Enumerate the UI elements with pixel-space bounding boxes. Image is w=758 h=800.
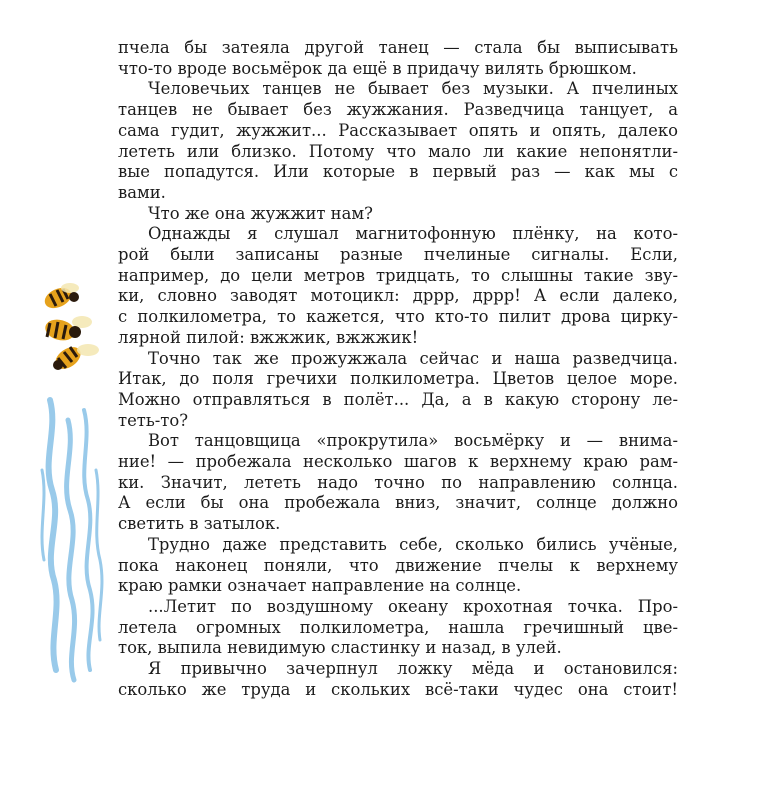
text-line: с полкилометра, то кажется, что кто-то пилит дрова цирку- bbox=[118, 307, 678, 327]
text-line: ток, выпила невидимую сластинку и назад, в улей. bbox=[118, 638, 562, 658]
text-line: рой были записаны разные пчелиные сигналы. Если, bbox=[118, 245, 678, 265]
text-line: вые попадутся. Или которые в первый раз — как мы с bbox=[118, 162, 678, 182]
bee-icon bbox=[43, 316, 92, 344]
text-line: танцев не бывает без жужжания. Разведчица танцует, а bbox=[118, 100, 678, 120]
text-line: Точно так же прожужжала сейчас и наша разведчица. bbox=[148, 348, 678, 368]
text-line: Однажды я слушал магнитофонную плёнку, на кото- bbox=[148, 224, 678, 244]
text-line: краю рамки означает направление на солнце. bbox=[118, 576, 522, 596]
text-line: ки, словно заводят мотоцикл: дррр, дррр! А если далеко, bbox=[118, 286, 678, 306]
text-line: ки. Значит, лететь надо точно по направлению солнца. bbox=[118, 472, 678, 492]
text-line: что-то вроде восьмёрок да ещё в придачу вилять брюшком. bbox=[118, 58, 637, 78]
text-line: лярной пилой: вжжжик, вжжжик! bbox=[118, 327, 419, 347]
text-line: вами. bbox=[118, 182, 166, 202]
text-line: пока наконец поняли, что движение пчелы к верхнему bbox=[118, 555, 678, 575]
text-line: пчела бы затеяла другой танец — стала бы выписывать bbox=[118, 38, 678, 57]
text-line: Что же она жужжит нам? bbox=[148, 203, 373, 223]
bee-icon bbox=[51, 343, 99, 374]
text-line: например, до цели метров тридцать, то слышны такие зву- bbox=[118, 265, 678, 285]
bees-and-water-illustration bbox=[30, 270, 120, 690]
text-line: сама гудит, жужжит... Рассказывает опять и опять, далеко bbox=[118, 120, 678, 140]
text-line: летела огромных полкилометра, нашла гречишный цве- bbox=[118, 617, 678, 637]
text-line: Итак, до поля гречихи полкилометра. Цветов целое море. bbox=[118, 369, 678, 389]
text-line: Трудно даже представить себе, сколько бились учёные, bbox=[148, 534, 678, 554]
text-line: сколько же труда и скольких всё-таки чудес она стоит! bbox=[118, 679, 678, 699]
bee-icon bbox=[42, 283, 79, 312]
text-line: А если бы она пробежала вниз, значит, солнце должно bbox=[118, 493, 678, 513]
text-line: Вот танцовщица «прокрутила» восьмёрку и — внима- bbox=[148, 431, 678, 451]
text-line: светить в затылок. bbox=[118, 514, 281, 534]
text-line: Я привычно зачерпнул ложку мёда и остановился: bbox=[148, 659, 678, 679]
text-line: Можно отправляться в полёт... Да, а в какую сторону ле- bbox=[118, 389, 678, 409]
text-line: лететь или близко. Потому что мало ли какие непонятли- bbox=[118, 141, 678, 161]
text-line: ...Летит по воздушному океану крохотная точка. Про- bbox=[148, 596, 678, 616]
text-line: Человечьих танцев не бывает без музыки. А пчелиных bbox=[148, 79, 678, 99]
body-text bbox=[118, 38, 678, 701]
text-line: ние! — пробежала несколько шагов к верхнему краю рам- bbox=[118, 452, 678, 472]
water-waves bbox=[42, 400, 102, 680]
text-line: теть-то? bbox=[118, 410, 189, 430]
